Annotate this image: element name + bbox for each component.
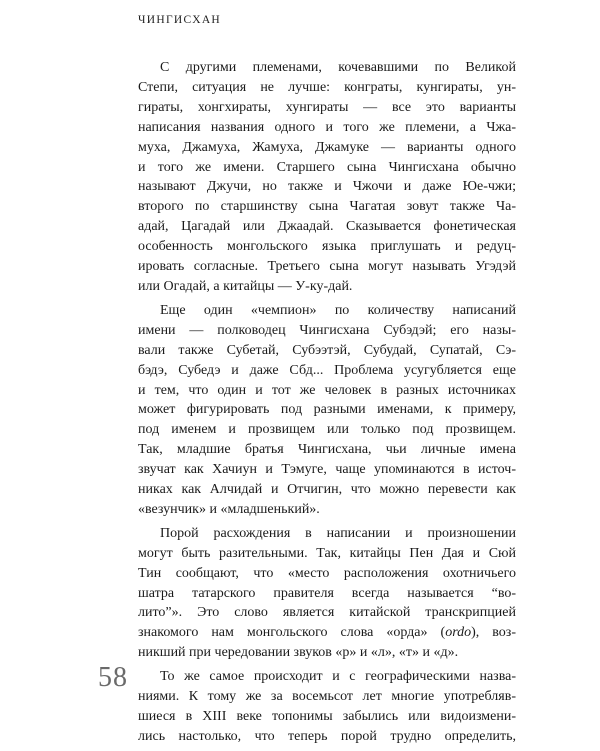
text-line: «везунчик» и «младшенький». [138,501,320,517]
text-line: С другими племенами, кочевавшими по Великой [160,60,516,75]
text-line: второго по старшинству сына Чагатая зовут также Ча- [138,199,516,215]
text-line: особенность монгольского языка приглушать и редуц- [138,239,516,255]
text-line: может фигурировать под разными именами, к примеру, [138,402,516,418]
text-line: бэдэ, Субедэ и даже Сбд... Проблема усугубляется еще [138,362,516,378]
text-line: Порой расхождения в написании и произношении [160,525,516,541]
text-line: лито”». Это слово является китайской транскрипцией [138,605,516,621]
text-line: ниями. К тому же за восемьсот лет многие употребляв- [138,689,516,705]
text-line: называют Джучи, но также и Чжочи и даже Юе-чжи; [138,179,516,195]
text-line: и тем, что один и тот же человек в разных источниках [138,382,516,398]
text-line: шатра татарского правителя всегда называется “во- [138,585,516,601]
text-line: вали также Субетай, Субээтэй, Субудай, Супатай, Сэ- [138,342,516,358]
text-line: никах как Алчидай и Отчигин, что можно перевести как [138,482,516,498]
text-line: гираты, хонгхираты, хунгираты — все это варианты [138,99,516,115]
text-line: знакомого нам монгольского слова «орда» (ordo), воз- [138,625,516,641]
italic-term: ordo [445,625,472,641]
text-line: Степи, ситуация не лучше: конграты, кунгираты, ун- [138,79,516,95]
text-line: лись настолько, что теперь порой трудно определить, [138,728,516,744]
text-line: муха, Джамуха, Жамуха, Джамуке — варианты одного [138,139,516,155]
text-line: Так, младшие братья Чингисхана, чьи личные имена [138,442,516,458]
text-line: ировать согласные. Третьего сына могут называть Угэдэй [138,259,516,275]
text-line: звучат как Хачиун и Тэмуге, чаще упоминаются в источ- [138,462,516,478]
text-line: могут быть разительными. Так, китайцы Пен Дая и Сюй [138,545,516,561]
page-number: 58 [98,662,128,693]
running-head: ЧИНГИСХАН [138,14,222,26]
paragraph-4 [138,667,516,747]
text-line: под именем и прозвищем или только под прозвищем. [138,422,516,438]
text-line: и того же имени. Старшего сына Чингисхана обычно [138,159,516,175]
text-line: Тин сообщают, что «место расположения охотничьего [138,565,516,581]
paragraph-3 [138,524,516,663]
text-line: или Огадай, а китайцы — У-ку-дай. [138,278,353,294]
paragraph-2 [138,301,516,520]
text-line: написания названия одного и того же племени, а Чжа- [138,119,516,135]
text-line: То же самое происходит и с географическими назва- [160,669,516,685]
paragraph-1 [138,58,516,297]
body-text [138,58,516,751]
text-line: никший при чередовании звуков «р» и «л», «т» и «д». [138,645,459,661]
text-line: адай, Цагадай или Джаадай. Сказывается фонетическая [138,219,516,235]
text-line: Еще один «чемпион» по количеству написаний [160,302,516,318]
text-line: шиеся в XIII веке топонимы забылись или видоизмени- [138,709,516,724]
text-line: имени — полководец Чингисхана Субэдэй; его назы- [138,322,516,338]
